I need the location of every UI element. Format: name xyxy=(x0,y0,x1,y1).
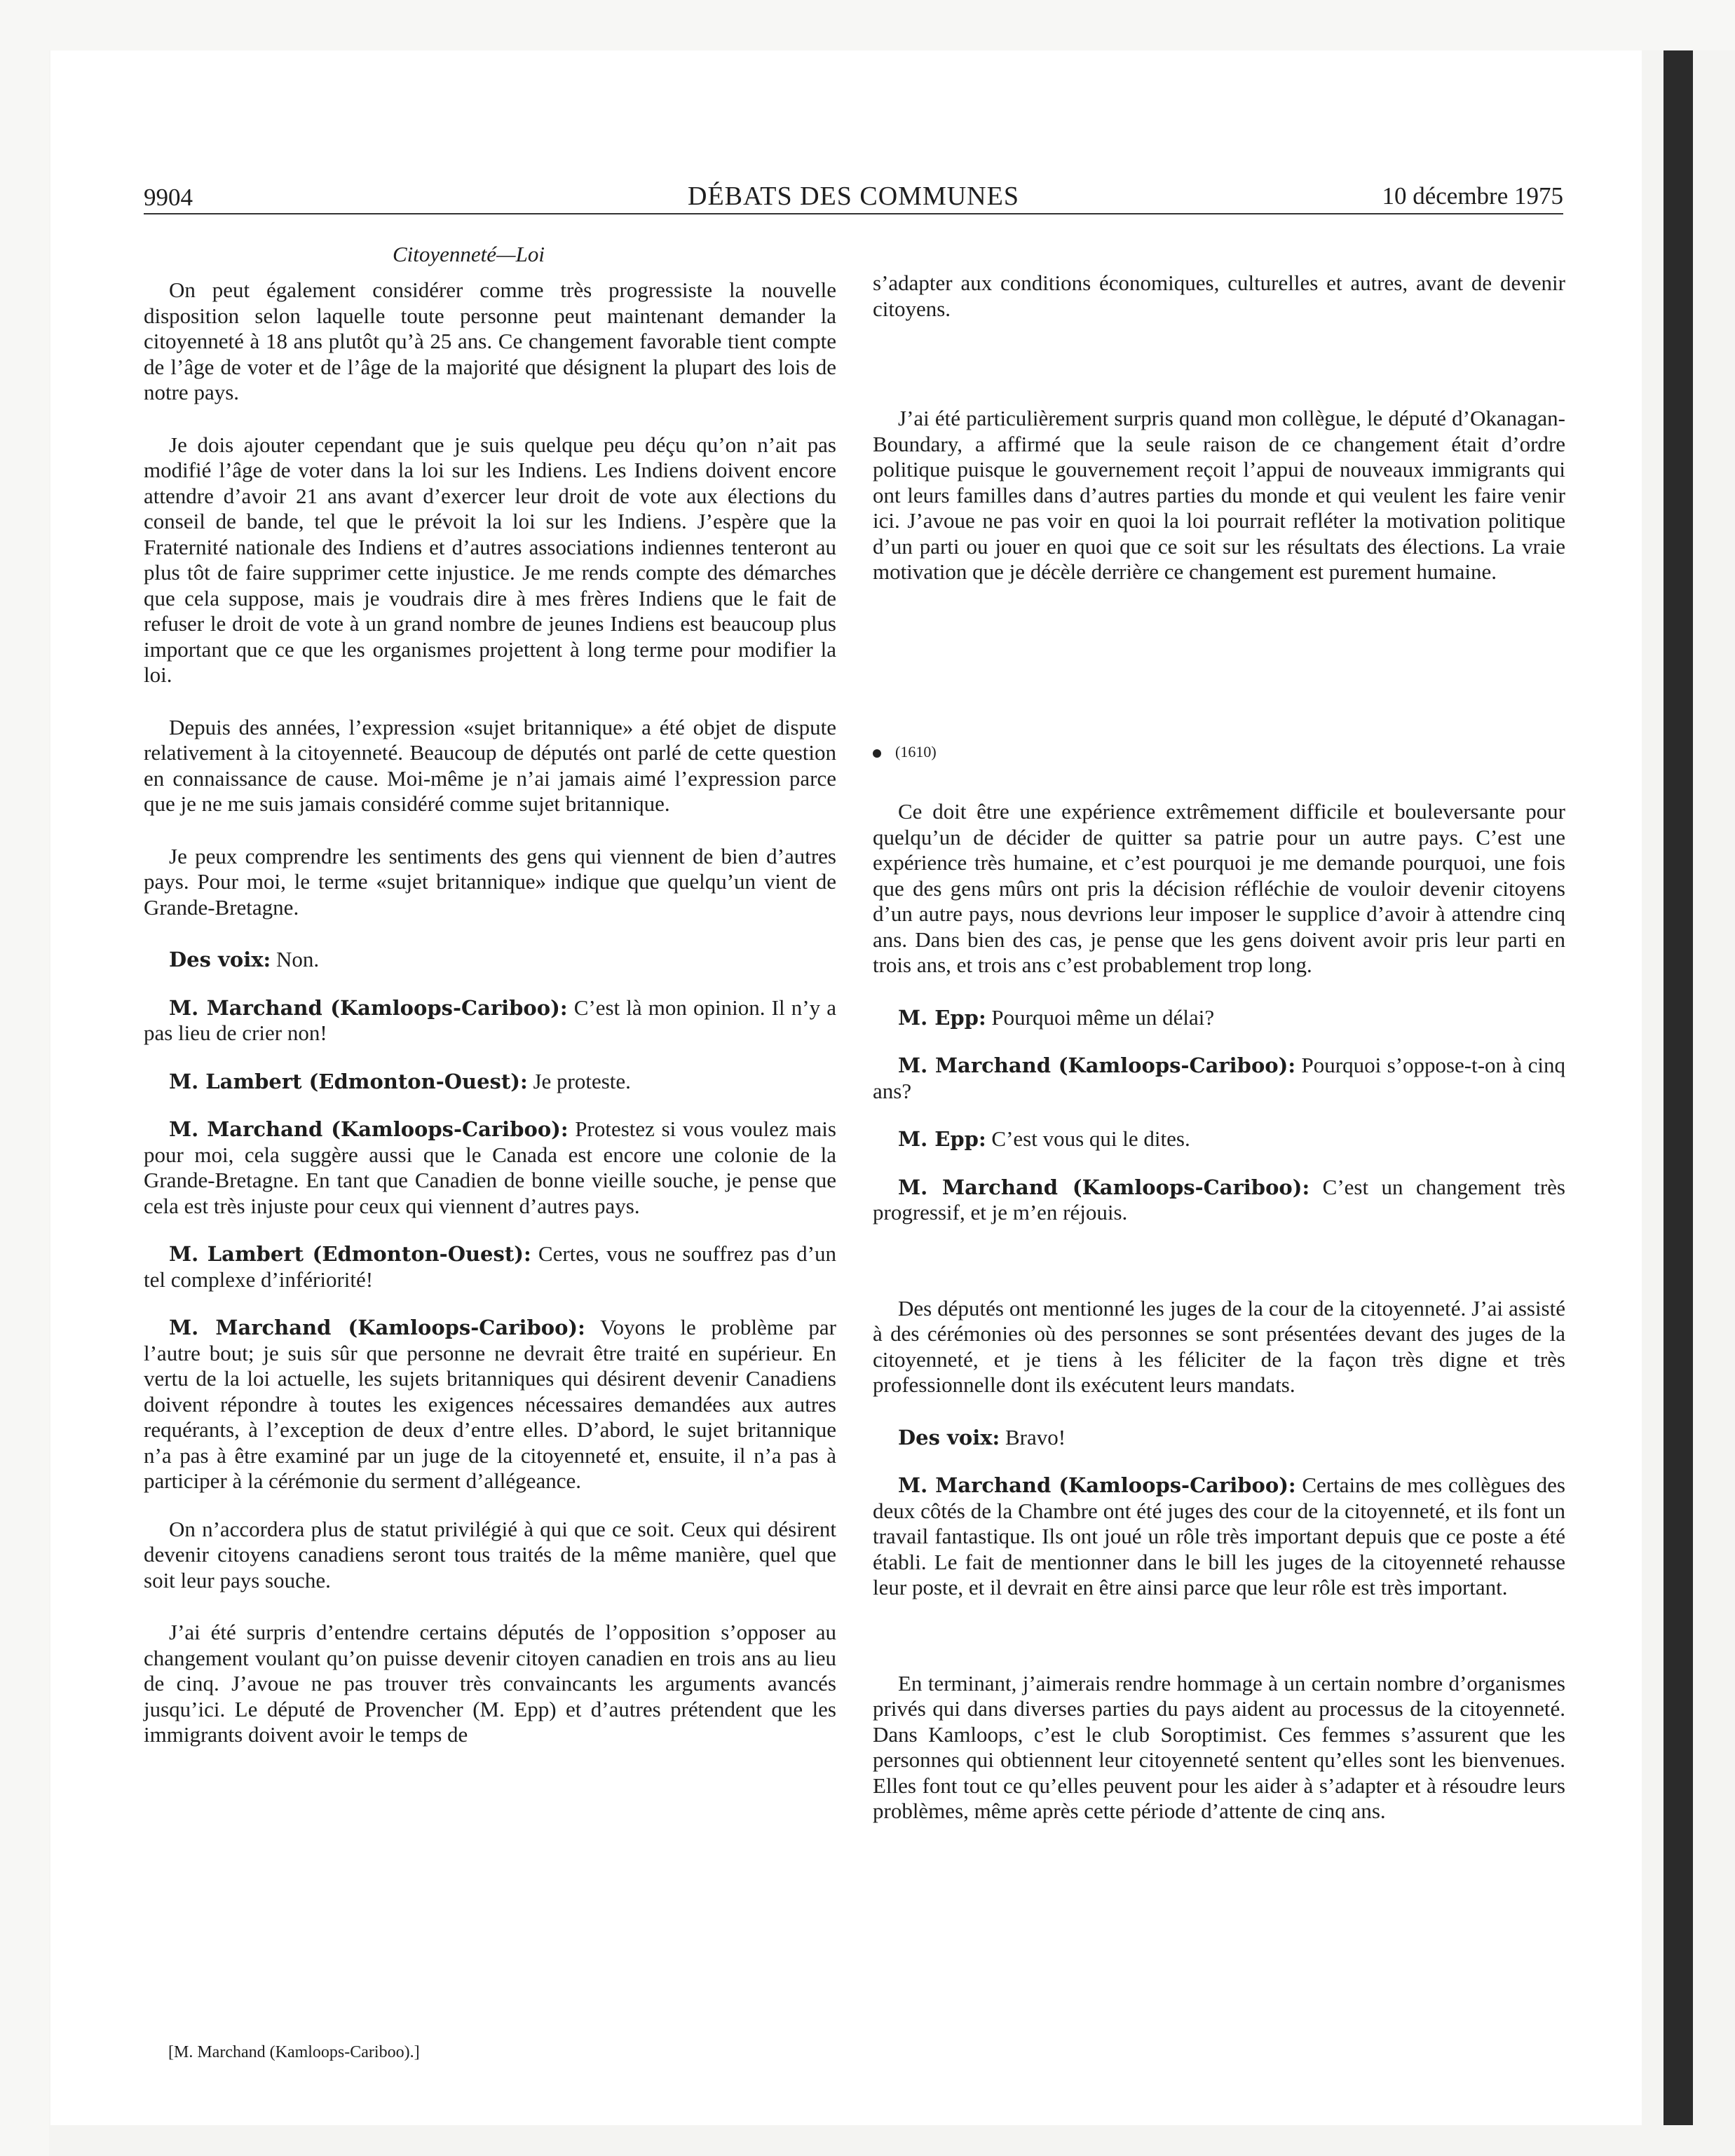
publication-date: 10 décembre 1975 xyxy=(1382,182,1563,210)
page-header xyxy=(144,182,1563,214)
time-marker-label: (1610) xyxy=(895,743,937,760)
paragraph-text: Non. xyxy=(275,947,320,971)
body-paragraph xyxy=(873,1296,1565,1398)
body-paragraph xyxy=(144,278,836,406)
speech-paragraph xyxy=(144,1117,836,1219)
paragraph-text: C’est un changement très progressif, et je m’en réjouis. xyxy=(873,1174,1565,1224)
speaker-name: M. Epp: xyxy=(898,1127,986,1151)
paragraph-text: Protestez si vous voulez mais pour moi, cela suggère aussi que le Canada est encore une colonie de la Grande-Bretagne. En tant que Canadien de bonne vieille souche, je pense que cela est très injuste pour ceux qui viennent d’autres pays. xyxy=(144,1117,836,1218)
scan-margin-top xyxy=(0,0,1735,50)
speech-paragraph xyxy=(873,1053,1565,1104)
page-number: 9904 xyxy=(144,184,193,211)
speech-paragraph xyxy=(144,947,836,973)
binding-edge xyxy=(1663,50,1693,2125)
speaker-name: M. Lambert (Edmonton-Ouest): xyxy=(169,1242,531,1266)
paragraph-text: Je proteste. xyxy=(533,1068,631,1093)
speech-paragraph xyxy=(873,1005,1565,1031)
running-head: Citoyenneté—Loi xyxy=(393,242,545,266)
right-column xyxy=(873,271,1565,612)
paragraph-text: Certes, vous ne souffrez pas d’un tel complexe d’infériorité! xyxy=(144,1241,836,1292)
speaker-name: M. Marchand (Kamloops-Cariboo): xyxy=(898,1473,1296,1497)
speaker-name: M. Lambert (Edmonton-Ouest): xyxy=(169,1069,528,1093)
speaker-name: M. Epp: xyxy=(898,1005,986,1030)
speaker-name: M. Marchand (Kamloops-Cariboo): xyxy=(898,1175,1310,1199)
paragraph-text: On n’accordera plus de statut privilégié à qui que ce soit. Ceux qui désirent devenir citoyens canadiens seront tous traités de la même manière, quel que soit leur pays souche. xyxy=(144,1516,836,1592)
body-paragraph xyxy=(144,1620,836,1748)
speech-paragraph xyxy=(144,995,836,1046)
paragraph-text: s’adapter aux conditions économiques, culturelles et autres, avant de devenir citoyens. xyxy=(873,271,1565,321)
bullet-icon xyxy=(873,749,881,758)
left-column xyxy=(144,278,836,1775)
body-paragraph xyxy=(144,715,836,817)
speaker-name: Des voix: xyxy=(898,1425,1000,1449)
paragraph-text: Certains de mes collègues des deux côtés de la Chambre ont été juges des cour de la citoyenneté, et ils font un travail fantastique. Ils ont joué un rôle très important depuis que ce poste a été établi. Le fait de mentionner dans le bill les juges de la citoyenneté rehausse leur poste, et il devrait en être ainsi parce que leur rôle est très important. xyxy=(873,1473,1565,1599)
speaker-name: Des voix: xyxy=(169,948,271,971)
paragraph-text: Je peux comprendre les sentiments des gens qui viennent de bien d’autres pays. Pour moi, le terme «sujet britannique» indique que quelqu’un vient de Grande-Bretagne. xyxy=(144,843,836,920)
scan-margin-left xyxy=(0,0,49,2156)
speech-paragraph xyxy=(873,1473,1565,1601)
body-paragraph xyxy=(873,1671,1565,1824)
right-column-bottom xyxy=(873,799,1565,1851)
speaker-name: M. Marchand (Kamloops-Cariboo): xyxy=(169,995,568,1020)
paragraph-text: Depuis des années, l’expression «sujet britannique» a été objet de dispute relativement à la citoyenneté. Beaucoup de députés ont parlé de cette question en connaissance de cause. Moi-même je n’ai jamais aimé l’expression parce que je ne me suis jamais considéré comme sujet britannique. xyxy=(144,714,836,816)
speaker-name: M. Marchand (Kamloops-Cariboo): xyxy=(169,1316,585,1339)
right-column-top xyxy=(873,271,1565,585)
speech-paragraph xyxy=(873,1126,1565,1152)
speech-paragraph xyxy=(144,1069,836,1095)
speaker-name: M. Marchand (Kamloops-Cariboo): xyxy=(169,1117,569,1141)
paragraph-text: J’ai été particulièrement surpris quand mon collègue, le député d’Okanagan-Boundary, a affirmé que la seule raison de ce changement était d’ordre politique puisque le gouvernement reçoit l’appui de nouveaux immigrants qui ont leurs familles dans d’autres parties du monde et qui veulent les faire venir ici. J’avoue ne pas voir en quoi la loi pourrait refléter la motivation politique d’un parti ou jouer en quoi que ce soit sur les résultats des élections. La vraie motivation que je décèle derrière ce changement est purement humaine. xyxy=(873,406,1565,584)
speech-paragraph xyxy=(873,1175,1565,1226)
body-paragraph xyxy=(873,799,1565,978)
paragraph-text: Bravo! xyxy=(1005,1424,1066,1449)
paragraph-text: Je dois ajouter cependant que je suis quelque peu déçu qu’on n’ait pas modifié l’âge de voter dans la loi sur les Indiens. Les Indiens doivent encore attendre d’avoir 21 ans avant d’exercer leur droit de vote aux élections du conseil de bande, tel que le prévoit la loi sur les Indiens. J’espère que la Fraternité nationale des Indiens et d’autres associations indiennes tenteront au plus tôt de faire supprimer cette injustice. Je me rends compte des démarches que cela suppose, mais je voudrais dire à mes frères Indiens que le fait de refuser le droit de vote à un grand nombre de jeunes Indiens est beaucoup plus important que ce que les organismes projettent à long terme pour modifier la loi. xyxy=(144,432,836,687)
paragraph-text: Des députés ont mentionné les juges de la cour de la citoyenneté. J’ai assisté à des cérémonies où des personnes se sont présentées devant des juges de la citoyenneté, et je tiens à les féliciter de la façon très digne et très professionnelle dont ils exécutent leurs mandats. xyxy=(873,1295,1565,1397)
body-paragraph xyxy=(144,1517,836,1594)
paragraph-text: C’est vous qui le dites. xyxy=(991,1126,1190,1151)
paragraph-text: Voyons le problème par l’autre bout; je suis sûr que personne ne devrait être traité en supérieur. En vertu de la loi actuelle, les sujets britanniques qui désirent devenir Canadiens doivent répondre à toutes les exigences nécessaires demandées aux autres requérants, à l’exception de deux d’entre elles. D’abord, le sujet britannique n’a pas à être examiné par un juge de la citoyenneté et, ensuite, il n’a pas à participer à la cérémonie du serment d’allégeance. xyxy=(144,1315,836,1493)
body-paragraph xyxy=(873,271,1565,322)
paragraph-text: Pourquoi même un délai? xyxy=(991,1004,1215,1030)
speech-paragraph xyxy=(144,1241,836,1292)
paragraph-text: Pourquoi s’oppose-t-on à cinq ans? xyxy=(873,1053,1566,1103)
speech-paragraph xyxy=(144,1315,836,1494)
body-paragraph xyxy=(144,844,836,921)
body-paragraph xyxy=(873,406,1565,585)
paragraph-text: J’ai été surpris d’entendre certains députés de l’opposition s’opposer au changement voulant qu’on puisse devenir citoyen canadien en trois ans au lieu de cinq. J’avoue ne pas trouver très convaincants les arguments avancés jusqu’ici. Le député de Provencher (M. Epp) et d’autres prétendent que les immigrants doivent avoir le temps de xyxy=(144,1620,836,1747)
footer-note: [M. Marchand (Kamloops-Cariboo).] xyxy=(168,2043,420,2061)
time-marker xyxy=(873,743,937,761)
paragraph-text: On peut également considérer comme très progressiste la nouvelle disposition selon laquelle toute personne peut maintenant demander la citoyenneté à 18 ans plutôt qu’à 25 ans. Ce changement favorable tient compte de l’âge de voter et de l’âge de la majorité que désignent la plupart des lois de notre pays. xyxy=(144,278,836,404)
paragraph-text: C’est là mon opinion. Il n’y a pas lieu de crier non! xyxy=(144,995,836,1045)
paragraph-text: Ce doit être une expérience extrêmement difficile et bouleversante pour quelqu’un de décider de quitter sa patrie pour un autre pays. C’est une expérience très humaine, et c’est pourquoi je me demande pourquoi, une fois que des gens mûrs ont pris la décision réfléchie de vouloir devenir citoyens d’un autre pays, nous devrions leur imposer le supplice d’avoir à attendre cinq ans. Dans bien des cas, je pense que les gens doivent avoir pris leur parti en trois ans, et trois ans c’est probablement trop long. xyxy=(873,799,1565,977)
publication-title: DÉBATS DES COMMUNES xyxy=(688,182,1019,211)
paragraph-text: En terminant, j’aimerais rendre hommage à un certain nombre d’organismes privés qui dans diverses parties du pays aident au processus de la citoyenneté. Dans Kamloops, c’est le club Soroptimist. Ces femmes s’assurent que les personnes qui obtiennent leur citoyenneté sentent qu’elles sont les bienvenues. Elles font tout ce qu’elles peuvent pour les aider à s’adapter et à résoudre leurs problèmes, même après cette période d’attente de cinq ans. xyxy=(873,1670,1565,1823)
speech-paragraph xyxy=(873,1425,1565,1451)
body-paragraph xyxy=(144,432,836,688)
speaker-name: M. Marchand (Kamloops-Cariboo): xyxy=(898,1053,1296,1077)
